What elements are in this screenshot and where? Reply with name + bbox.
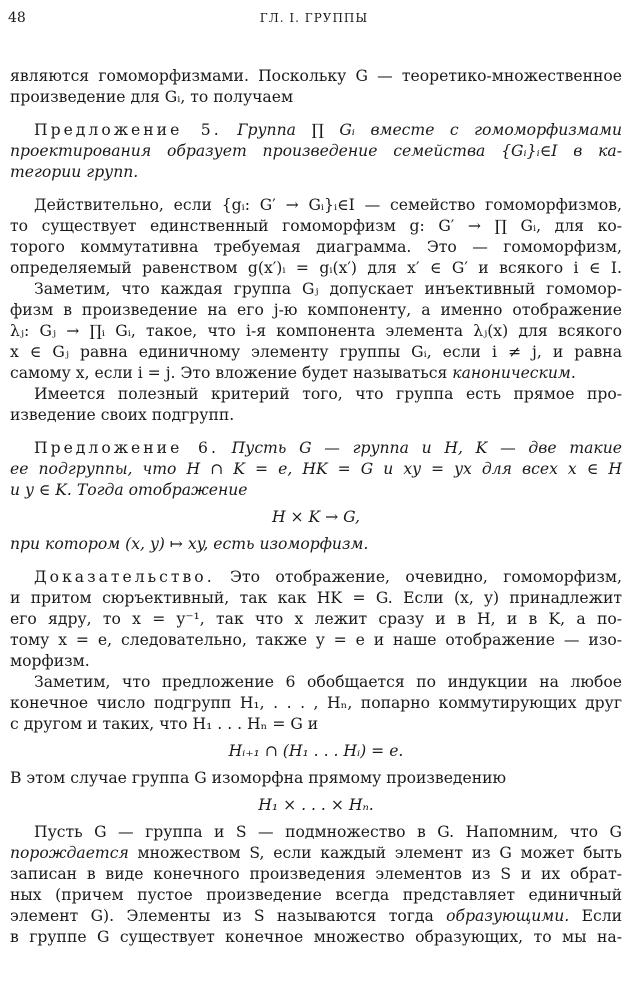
text-line: записан в виде конечного произведения элементов из S и их обрат-	[10, 865, 622, 883]
text-line: Заметим, что предложение 6 обобщается по индукции на любое	[34, 673, 622, 691]
text-span: множеством S, если каждый элемент из G может быть	[137, 844, 622, 862]
text-line: и притом сюръективный, так как HK = G. Если (x, y) принадлежит	[10, 589, 622, 607]
text-line	[10, 906, 622, 927]
text-line: то существует единственный гомоморфизм g: G′ → ∏ Gᵢ, для ко-	[10, 217, 622, 235]
display-formula: H × K → G,	[271, 508, 361, 526]
text-span: Если	[581, 907, 622, 925]
text-line: Заметим, что каждая группа Gⱼ допускает инъективный гомомор-	[34, 280, 622, 298]
proposition-heading: Предложение 5.	[34, 121, 222, 139]
text-line: физм в произведение на его j-ю компоненту, а именно отображение	[10, 301, 622, 319]
proposition-text: тегории групп.	[10, 163, 139, 181]
text-line: ных (причем пустое произведение всегда представляет единичный	[10, 886, 622, 904]
text-line: Имеется полезный критерий того, что группа есть прямое про-	[34, 385, 622, 403]
text-line: тому x = e, следовательно, также y = e и наше отображение — изо-	[10, 631, 622, 649]
proposition-6	[10, 438, 622, 459]
text-line: x ∈ Gⱼ равна единичному элементу группы Gᵢ, если i ≠ j, и равна	[10, 343, 622, 361]
body-text	[10, 66, 622, 948]
running-head: ГЛ. I. ГРУППЫ	[259, 11, 369, 25]
proof-heading: Доказательство.	[34, 568, 215, 586]
proposition-5	[10, 120, 622, 141]
text-line: Пусть G — группа и S — подмножество в G. Напомним, что G	[34, 823, 622, 841]
text-line: Действительно, если {gᵢ: G′ → Gᵢ}ᵢ∈I — семейство гомоморфизмов,	[34, 196, 622, 214]
emphasis: порождается	[10, 844, 129, 862]
proposition-text: проектирования образует произведение семейства {Gᵢ}ᵢ∈I в ка-	[10, 142, 622, 160]
proposition-text: и y ∈ K. Тогда отображение	[10, 481, 248, 499]
text-line: изведение своих подгрупп.	[10, 406, 235, 424]
proposition-text: Группа ∏ Gᵢ вместе с гомоморфизмами	[237, 121, 623, 139]
proposition-text: ее подгруппы, что H ∩ K = e, HK = G и xy = yx для всех x ∈ H	[10, 460, 622, 478]
display-formula: H₁ × . . . × Hₙ.	[258, 796, 374, 814]
text-span: Это отображение, очевидно, гомоморфизм,	[230, 568, 622, 586]
text-line	[10, 843, 622, 864]
text-line: определяемый равенством g(x′)ᵢ = gᵢ(x′) для x′ ∈ G′ и всякого i ∈ I.	[10, 259, 622, 277]
proposition-text: при котором (x, y) ↦ xy, есть изоморфизм.	[10, 535, 369, 553]
text-line: морфизм.	[10, 652, 90, 670]
text-line	[10, 363, 622, 384]
text-line: являются гомоморфизмами. Поскольку G — теоретико-множественное	[10, 67, 622, 85]
display-formula: Hᵢ₊₁ ∩ (H₁ . . . Hᵢ) = e.	[228, 742, 404, 760]
proposition-text: Пусть G — группа и H, K — две такие	[231, 439, 622, 457]
text-line: конечное число подгрупп H₁, . . . , Hₙ, попарно коммутирующих друг	[10, 694, 622, 712]
text-span: элемент G). Элементы из S называются тогда	[10, 907, 434, 925]
text-line: В этом случае группа G изоморфна прямому произведению	[10, 769, 507, 787]
text-span: самому x, если i = j. Это вложение будет называться	[10, 364, 448, 382]
text-line: торого коммутативна требуемая диаграмма. Это — гомоморфизм,	[10, 238, 622, 256]
emphasis: каноническим.	[452, 364, 576, 382]
page-number: 48	[8, 10, 26, 26]
text-line: в группе G существует конечное множество образующих, то мы на-	[10, 928, 622, 946]
text-line: произведение для Gᵢ, то получаем	[10, 88, 294, 106]
text-line: с другом и таких, что H₁ . . . Hₙ = G и	[10, 715, 319, 733]
proposition-heading: Предложение 6.	[34, 439, 219, 457]
emphasis: образующими.	[446, 907, 570, 925]
page-header	[8, 10, 620, 32]
text-line: его ядру, то x = y⁻¹, так что x лежит сразу и в H, и в K, а по-	[10, 610, 622, 628]
text-line: λⱼ: Gⱼ → ∏ᵢ Gᵢ, такое, что i-я компонента элемента λⱼ(x) для всякого	[10, 322, 622, 340]
proof-line	[10, 567, 622, 588]
